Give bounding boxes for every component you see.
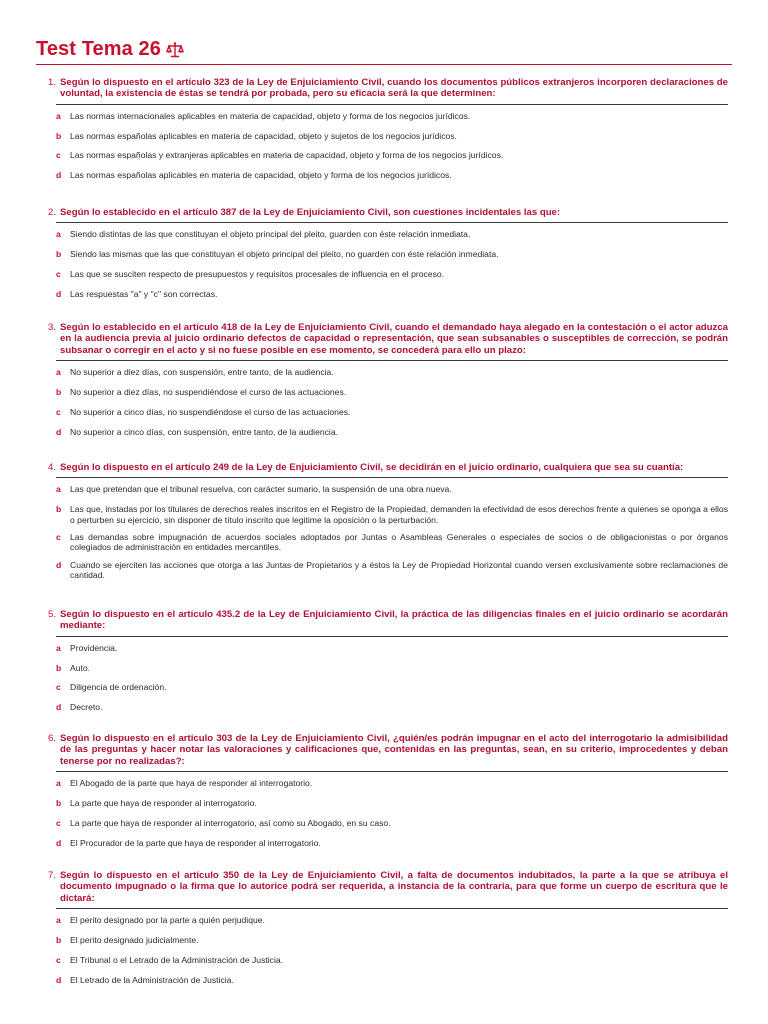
answer-option-b[interactable] xyxy=(56,387,728,397)
answer-option-b[interactable] xyxy=(56,131,728,141)
question-number: 1. xyxy=(47,77,56,88)
question-number: 5. xyxy=(47,609,56,620)
option-text: El Tribunal o el Letrado de la Administración de Justicia. xyxy=(70,954,284,965)
answer-options xyxy=(36,915,728,985)
option-text: No superior a diez días, con suspensión, entre tanto, de la audiencia. xyxy=(70,366,334,377)
question-header xyxy=(36,733,728,767)
option-text: Las que pretendan que el tribunal resuelva, con carácter sumario, la suspensión de una obra nueva. xyxy=(70,484,452,495)
option-text: Las normas internacionales aplicables en materia de capacidad, objeto y forma de los negocios jurídicos. xyxy=(70,110,471,121)
option-text: Las normas españolas aplicables en materia de capacidad, objeto y sujetos de los negocios jurídicos. xyxy=(70,130,457,141)
option-letter: a xyxy=(56,777,61,788)
question-header xyxy=(36,322,728,356)
question-text: Según lo dispuesto en el artículo 249 de la Ley de Enjuiciamiento Civil, se decidirán en el juicio ordinario, cualquiera que sea su cuantía: xyxy=(60,462,684,473)
answer-option-b[interactable] xyxy=(56,663,728,673)
question-text: Según lo dispuesto en el artículo 350 de la Ley de Enjuiciamiento Civil, a falta de documentos indubitados, la parte a la que se atribuya el documento impugnado o la firma que lo autorice podrá ser requerida, a instancia de la contraria, para que forme un cuerpo de escritura que le dictará: xyxy=(60,870,728,904)
option-text: El Letrado de la Administración de Justicia. xyxy=(70,974,234,985)
scales-of-justice-icon xyxy=(166,41,184,59)
question-6 xyxy=(36,733,728,858)
answer-option-a[interactable] xyxy=(56,778,728,788)
answer-options xyxy=(36,778,728,848)
answer-option-d[interactable] xyxy=(56,560,728,581)
option-text: Las normas españolas aplicables en materia de capacidad, objeto y forma de los negocios jurídicos. xyxy=(70,170,452,181)
answer-option-d[interactable] xyxy=(56,702,728,712)
question-text: Según lo dispuesto en el artículo 323 de la Ley de Enjuiciamiento Civil, cuando los documentos públicos extranjeros incorporen declaraciones de voluntad, la existencia de éstas se tendrá por probada, pero su eficacia será la que determinen: xyxy=(60,77,728,100)
answer-option-b[interactable] xyxy=(56,249,728,259)
question-number: 4. xyxy=(47,462,56,473)
question-1 xyxy=(36,77,728,190)
question-number: 3. xyxy=(47,322,56,333)
option-letter: d xyxy=(56,974,62,985)
option-text: La parte que haya de responder al interrogatorio, así como su Abogado, en su caso. xyxy=(70,817,391,828)
option-letter: c xyxy=(56,406,61,417)
answer-option-d[interactable] xyxy=(56,427,728,437)
question-divider xyxy=(56,636,728,637)
answer-option-c[interactable] xyxy=(56,682,728,692)
option-text: Auto. xyxy=(70,662,91,673)
option-letter: b xyxy=(56,797,62,808)
question-5 xyxy=(36,609,728,722)
option-letter: c xyxy=(56,532,61,543)
option-letter: b xyxy=(56,130,62,141)
option-letter: b xyxy=(56,504,62,515)
option-letter: c xyxy=(56,682,61,693)
answer-option-c[interactable] xyxy=(56,150,728,160)
option-text: Las demandas sobre impugnación de acuerdos sociales adoptados por Juntas o Asambleas Generales o especiales de socios o de obligacionistas o por órganos colegiados de administración en entidades mercantiles. xyxy=(70,532,728,553)
question-divider xyxy=(56,477,728,478)
option-text: Diligencia de ordenación. xyxy=(70,682,167,693)
answer-option-b[interactable] xyxy=(56,798,728,808)
answer-option-d[interactable] xyxy=(56,289,728,299)
question-text: Según lo dispuesto en el artículo 303 de la Ley de Enjuiciamiento Civil, ¿quién/es podrán impugnar en el acto del interrogotario la admisibilidad de las preguntas y hacer notar las valoraciones y calificaciones que, contenidas en las preguntas, sean, en su criterio, improcedentes y deban tenerse por no realizadas?: xyxy=(60,733,728,767)
question-3 xyxy=(36,322,728,447)
option-text: La parte que haya de responder al interrogatorio. xyxy=(70,797,257,808)
answer-option-a[interactable] xyxy=(56,643,728,653)
option-letter: b xyxy=(56,662,62,673)
answer-options xyxy=(36,484,728,580)
option-text: Siendo distintas de las que constituyan el objeto principal del pleito, guarden con éste relación inmediata. xyxy=(70,229,471,240)
answer-options xyxy=(36,229,728,299)
answer-option-a[interactable] xyxy=(56,111,728,121)
question-header xyxy=(36,207,728,218)
answer-option-a[interactable] xyxy=(56,484,728,494)
answer-option-b[interactable] xyxy=(56,504,728,525)
option-letter: d xyxy=(56,837,62,848)
option-text: El perito designado por la parte a quién perjudique. xyxy=(70,914,265,925)
question-text: Según lo dispuesto en el artículo 435.2 de la Ley de Enjuiciamiento Civil, la práctica de las diligencias finales en el juicio ordinario se acordarán mediante: xyxy=(60,609,728,632)
question-number: 2. xyxy=(47,207,56,218)
answer-option-c[interactable] xyxy=(56,818,728,828)
question-2 xyxy=(36,207,728,309)
title-divider xyxy=(36,64,732,65)
question-header xyxy=(36,870,728,904)
question-divider xyxy=(56,360,728,361)
answer-option-c[interactable] xyxy=(56,407,728,417)
option-text: Las que se susciten respecto de presupuestos y requisitos procesales de influencia en el proceso. xyxy=(70,269,445,280)
question-text: Según lo establecido en el artículo 418 de la Ley de Enjuiciamiento Civil, cuando el demandado haya alegado en la contestación o el actor aduzca en la audiencia previa al juicio ordinario defectos de capacidad o representación, que sean subsanables o susceptibles de corrección, se podrán subsanar o corregir en el acto y si no fuese posible en ese momento, se concederá para ello un plazo: xyxy=(60,322,728,356)
option-text: No superior a cinco días, con suspensión, entre tanto, de la audiencia. xyxy=(70,426,339,437)
question-header xyxy=(36,462,728,473)
option-letter: b xyxy=(56,934,62,945)
answer-options xyxy=(36,367,728,437)
option-letter: c xyxy=(56,817,61,828)
option-text: No superior a cinco días, no suspendiéndose el curso de las actuaciones. xyxy=(70,406,351,417)
question-divider xyxy=(56,104,728,105)
answer-option-a[interactable] xyxy=(56,229,728,239)
answer-option-a[interactable] xyxy=(56,915,728,925)
option-letter: a xyxy=(56,914,61,925)
option-letter: a xyxy=(56,110,61,121)
option-letter: a xyxy=(56,366,61,377)
option-letter: c xyxy=(56,150,61,161)
page-header xyxy=(36,38,184,61)
answer-options xyxy=(36,111,728,181)
question-header xyxy=(36,609,728,632)
option-text: Las respuestas "a" y "c" son correctas. xyxy=(70,289,218,300)
option-letter: a xyxy=(56,484,61,495)
question-divider xyxy=(56,771,728,772)
question-4 xyxy=(36,462,728,588)
option-letter: b xyxy=(56,249,62,260)
question-number: 6. xyxy=(47,733,56,744)
answer-options xyxy=(36,643,728,713)
option-letter: a xyxy=(56,229,61,240)
option-text: Las normas españolas y extranjeras aplicables en materia de capacidad, objeto y forma de los negocios jurídicos. xyxy=(70,150,504,161)
option-text: Decreto. xyxy=(70,702,103,713)
question-number: 7. xyxy=(47,870,56,881)
answer-option-d[interactable] xyxy=(56,838,728,848)
option-letter: c xyxy=(56,954,61,965)
question-divider xyxy=(56,222,728,223)
option-text: El Abogado de la parte que haya de responder al interrogatorio. xyxy=(70,777,313,788)
answer-option-b[interactable] xyxy=(56,935,728,945)
answer-option-c[interactable] xyxy=(56,532,728,553)
answer-option-d[interactable] xyxy=(56,975,728,985)
question-header xyxy=(36,77,728,100)
option-letter: c xyxy=(56,269,61,280)
question-7 xyxy=(36,870,728,995)
option-letter: a xyxy=(56,642,61,653)
page-title: Test Tema 26 xyxy=(36,38,161,60)
option-text: Cuando se ejerciten las acciones que otorga a las Juntas de Propietarios y a éstos la Ley de Propiedad Horizontal cuando versen exclusivamente sobre reclamaciones de cantidad. xyxy=(70,559,728,581)
option-text: El Procurador de la parte que haya de responder al interrogatorio. xyxy=(70,837,321,848)
option-letter: d xyxy=(56,559,62,570)
answer-option-c[interactable] xyxy=(56,955,728,965)
question-divider xyxy=(56,908,728,909)
question-text: Según lo establecido en el artículo 387 de la Ley de Enjuiciamiento Civil, son cuestiones incidentales las que: xyxy=(60,207,561,218)
option-text: Las que, instadas por los titulares de derechos reales inscritos en el Registro de la Propiedad, demanden la efectividad de esos derechos frente a quienes se oponga a ellos o perturben su ejercicio, sin disponer de título inscrito que legitime la oposición o la perturbación. xyxy=(70,504,728,525)
option-letter: d xyxy=(56,289,62,300)
option-text: Siendo las mismas que las que constituyan el objeto principal del pleito, no guarden con éste relación inmediata. xyxy=(70,249,499,260)
answer-option-d[interactable] xyxy=(56,170,728,180)
option-text: Providencia. xyxy=(70,642,118,653)
option-letter: d xyxy=(56,426,62,437)
option-letter: b xyxy=(56,386,62,397)
answer-option-c[interactable] xyxy=(56,269,728,279)
answer-option-a[interactable] xyxy=(56,367,728,377)
option-letter: d xyxy=(56,170,62,181)
option-letter: d xyxy=(56,702,62,713)
option-text: No superior a diez días, no suspendiéndose el curso de las actuaciones. xyxy=(70,386,347,397)
option-text: El perito designado judicialmente. xyxy=(70,934,199,945)
